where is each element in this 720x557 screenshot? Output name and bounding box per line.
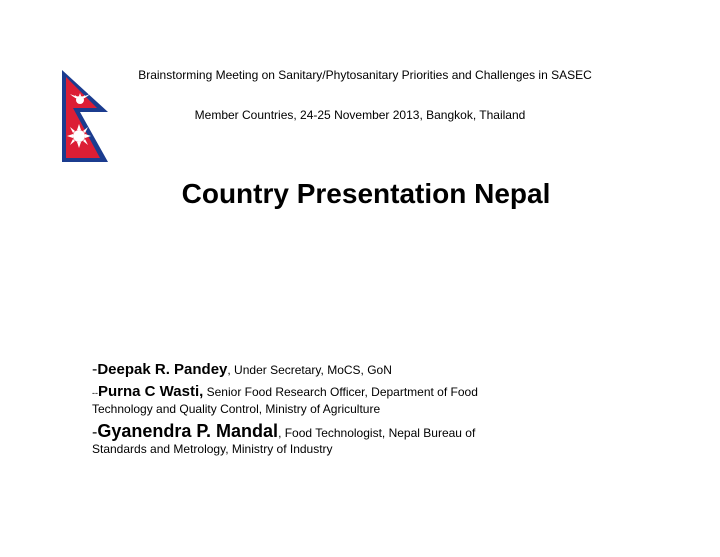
presenter-role: , Under Secretary, MoCS, GoN bbox=[227, 363, 392, 377]
meeting-title-line-2: Member Countries, 24-25 November 2013, Bangkok, Thailand bbox=[194, 108, 526, 122]
presentation-title: Country Presentation Nepal bbox=[181, 178, 551, 209]
meeting-title-line-1: Brainstorming Meeting on Sanitary/Phytosanitary Priorities and Challenges in SASEC bbox=[138, 68, 592, 82]
presenter-name: Deepak R. Pandey bbox=[97, 361, 228, 378]
presenter-role: Senior Food Research Officer, Department of Food Technology and Quality Control, Ministry of Agriculture bbox=[92, 385, 478, 416]
presenter-item bbox=[92, 362, 532, 378]
presenter-prefix: - bbox=[92, 424, 98, 441]
presenter-prefix: - bbox=[92, 361, 98, 378]
presenter-item bbox=[92, 423, 532, 457]
presenter-name: Purna C Wasti, bbox=[98, 383, 204, 400]
presenter-prefix: -- bbox=[92, 388, 98, 398]
presenter-name: Gyanendra P. Mandal bbox=[97, 421, 279, 441]
presenter-item bbox=[92, 384, 532, 417]
presenter-role: , Food Technologist, Nepal Bureau of Standards and Metrology, Ministry of Industry bbox=[92, 426, 476, 456]
presenter-list bbox=[92, 362, 532, 457]
